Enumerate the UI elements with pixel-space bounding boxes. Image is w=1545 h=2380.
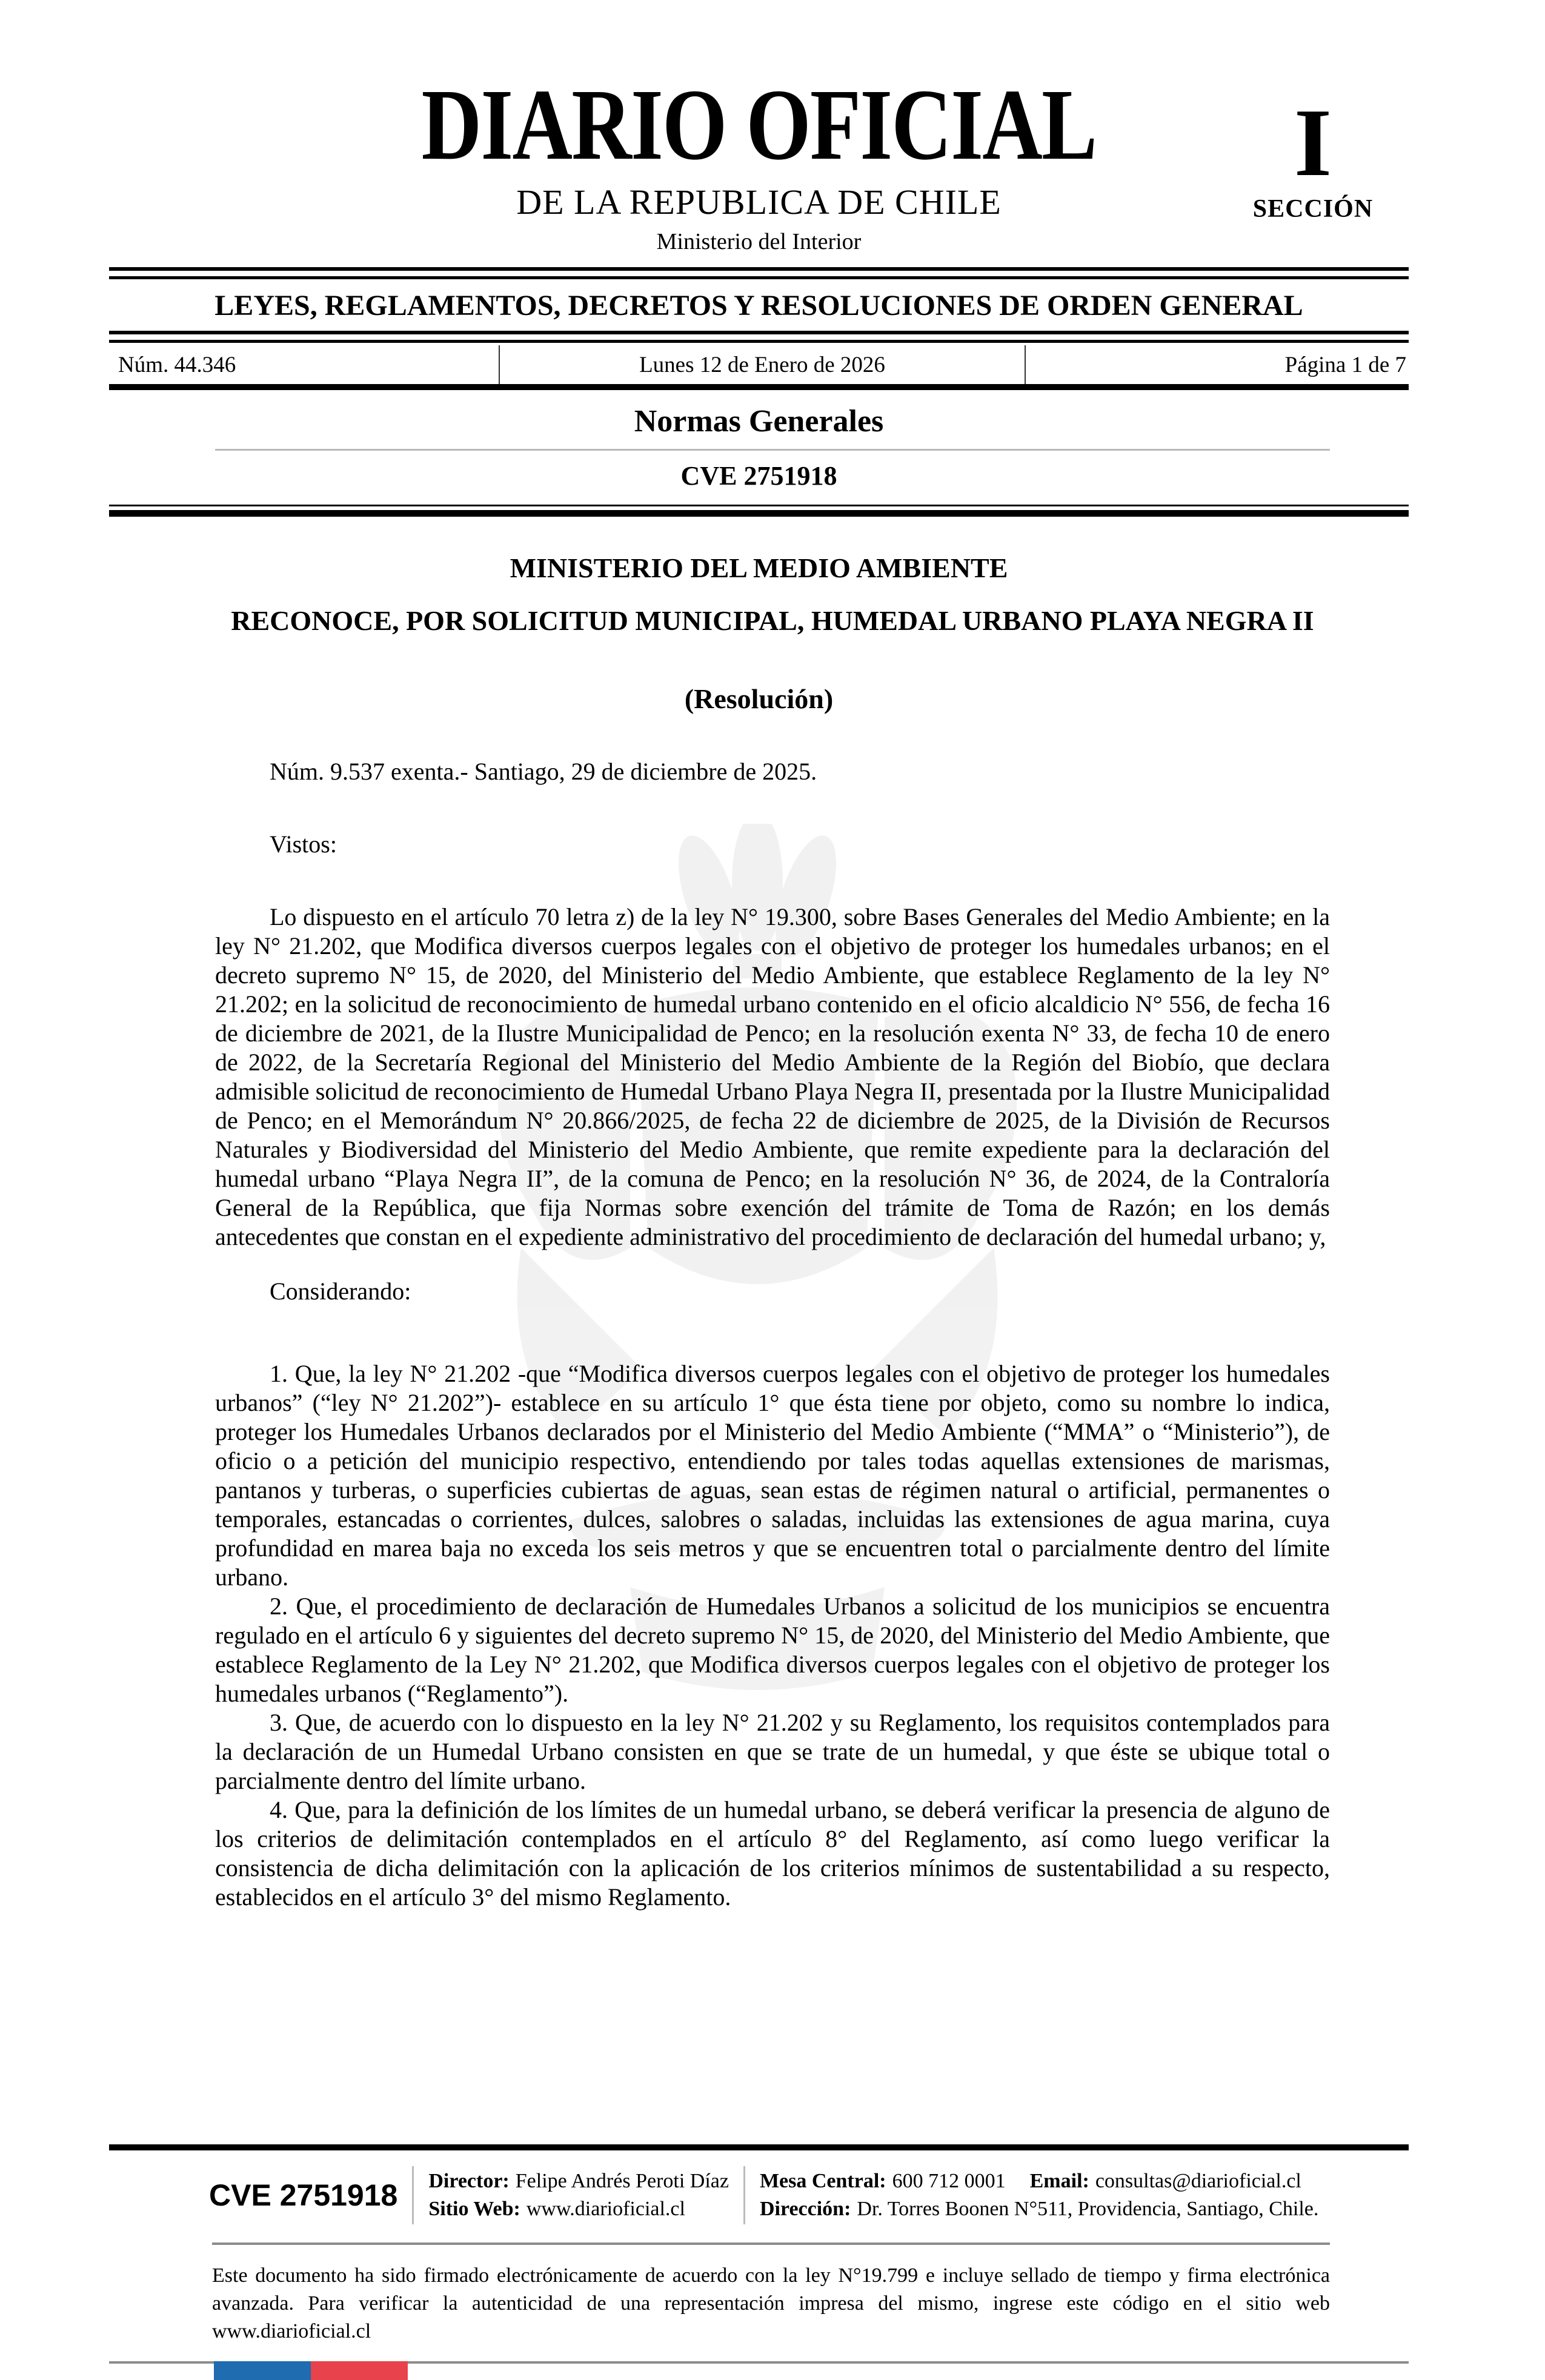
- gazette-ministry: Ministerio del Interior: [656, 229, 862, 255]
- footer-info-table: [209, 2166, 1330, 2224]
- banner-heading: LEYES, REGLAMENTOS, DECRETOS Y RESOLUCIONES DE ORDEN GENERAL: [214, 290, 1303, 322]
- email-address[interactable]: consultas@diarioficial.cl: [1095, 2170, 1301, 2192]
- phone-number: 600 712 0001: [892, 2170, 1006, 2192]
- address-value: Dr. Torres Boonen N°511, Providencia, Santiago, Chile.: [857, 2198, 1319, 2220]
- considerando-label: Considerando:: [270, 1278, 411, 1305]
- footer-top-rule: [109, 2144, 1409, 2150]
- considerando-list: [215, 1359, 1330, 1912]
- issue-date: Lunes 12 de Enero de 2026: [499, 345, 1026, 384]
- director-line: [428, 2167, 729, 2195]
- section-block: [1222, 88, 1404, 224]
- masthead: [109, 0, 1409, 517]
- flag-blue-segment: [214, 2361, 311, 2380]
- double-rule-top: [109, 267, 1409, 279]
- footer-contact-column: [760, 2167, 1318, 2223]
- considerando-item-3: 3. Que, de acuerdo con lo dispuesto en la ley N° 21.202 y su Reglamento, los requisitos contemplados para la declaración de un Humedal Urbano consisten en que se trate de un humedal, y que éste se ubique total o parcialmente dentro del límite urbano.: [215, 1709, 1330, 1795]
- rule-below-issue-row: [109, 384, 1409, 390]
- vistos-paragraph: Lo dispuesto en el artículo 70 letra z) de la ley N° 19.300, sobre Bases Generales del Medio Ambiente; en la ley N° 21.202, que Modifica diversos cuerpos legales con el objetivo de proteger los humedales urbanos; en el decreto supremo N° 15, de 2020, del Ministerio del Medio Ambiente, que establece Reglamento de la ley N° 21.202; en la solicitud de reconocimiento de humedal urbano contenido en el oficio alcaldicio N° 556, de fecha 16 de diciembre de 2021, de la Ilustre Municipalidad de Penco; en la resolución exenta N° 33, de fecha 10 de enero de 2022, de la Secretaría Regional del Ministerio del Medio Ambiente de la Región del Biobío, que declara admisible solicitud de reconocimiento de Humedal Urbano Playa Negra II, presentada por la Ilustre Municipalidad de Penco; en el Memorándum N° 20.866/2025, de fecha 22 de diciembre de 2025, de la División de Recursos Naturales y Biodiversidad del Ministerio del Medio Ambiente, que remite expediente para la declaración del humedal urbano “Playa Negra II”, de la comuna de Penco; en la resolución N° 36, de 2024, de la Contraloría General de la República, que fija Normas sobre exención del trámite de Toma de Razón; en los demás antecedentes que constan en el expediente administrativo del procedimiento de declaración del humedal urbano; y,: [215, 903, 1330, 1251]
- document-title: RECONOCE, POR SOLICITUD MUNICIPAL, HUMEDAL URBANO PLAYA NEGRA II: [231, 605, 1314, 637]
- considerando-item-1: 1. Que, la ley N° 21.202 -que “Modifica diversos cuerpos legales con el objetivo de proteger los humedales urbanos” (“ley N° 21.202”)- establece en su artículo 1° que ésta tiene por objeto, como su nombre lo indica, proteger los Humedales Urbanos declarados por el Ministerio del Medio Ambiente (“MMA” o “Ministerio”), de oficio o a petición del municipio respectivo, entendiendo por tales todas aquellas extensiones de marismas, pantanos y turberas, o superficies cubiertas de aguas, sean estas de régimen natural o artificial, permanentes o temporales, estancadas o corrientes, dulces, salobres o saladas, incluidas las extensiones de agua marina, cuya profundidad en marea baja no exceda los seis metros y que se encuentren total o parcialmente dentro del límite urbano.: [215, 1360, 1330, 1591]
- vistos-label: Vistos:: [270, 830, 337, 858]
- considerando-item-4: 4. Que, para la definición de los límites de un humedal urbano, se deberá verificar la presencia de alguno de los criterios de delimitación contemplados en el artículo 8° del Reglamento, así como luego verificar la consistencia de dicha delimitación con la aplicación de los criterios mínimos de sustentabilidad a su respecto, establecidos en el artículo 3° del mismo Reglamento.: [215, 1796, 1330, 1911]
- issue-number: Núm. 44.346: [118, 352, 236, 377]
- chile-flag-mark: [214, 2361, 408, 2380]
- resolution-document: [109, 551, 1409, 1912]
- footer-director-column: [428, 2167, 729, 2223]
- double-rule-bottom: [109, 331, 1409, 343]
- considerando-item-2: 2. Que, el procedimiento de declaración de Humedales Urbanos a solicitud de los municipios se encuentra regulado en el artículo 6 y siguientes del decreto supremo N° 15, de 2020, del Ministerio del Medio Ambiente, que establece Reglamento de la Ley N° 21.202, que Modifica diversos cuerpos legales con el objetivo de proteger los humedales urbanos (“Reglamento”).: [215, 1593, 1330, 1708]
- legal-notice: Este documento ha sido firmado electrónicamente de acuerdo con la ley N°19.799 e incluye sellado de tiempo y firma electrónica avanzada. Para verificar la autenticidad de una representación impresa del mismo, ingrese este código en el sitio web www.diarioficial.cl: [212, 2264, 1330, 2342]
- document-ministry: MINISTERIO DEL MEDIO AMBIENTE: [510, 552, 1008, 584]
- phone-label: Mesa Central:: [759, 2170, 886, 2192]
- section-number: I: [1294, 88, 1332, 196]
- gazette-title: DIARIO OFICIAL: [421, 68, 1097, 181]
- website-line: [428, 2195, 729, 2223]
- cve-heading: CVE 2751918: [680, 461, 837, 491]
- gazette-subtitle: DE LA REPUBLICA DE CHILE: [516, 182, 1002, 222]
- director-name: Felipe Andrés Peroti Díaz: [515, 2170, 729, 2192]
- issue-info-row: [109, 345, 1409, 384]
- address-line: [760, 2195, 1318, 2223]
- director-label: Director:: [428, 2170, 510, 2192]
- category-divider: [215, 449, 1330, 451]
- address-label: Dirección:: [759, 2198, 851, 2220]
- footer-divider-2: [743, 2166, 745, 2224]
- website-link[interactable]: www.diarioficial.cl: [526, 2198, 685, 2220]
- section-label: SECCIÓN: [1252, 195, 1374, 223]
- footer-divider-1: [412, 2166, 414, 2224]
- category-heading: Normas Generales: [634, 404, 884, 439]
- resolution-number-line: Núm. 9.537 exenta.- Santiago, 29 de diciembre de 2025.: [270, 758, 817, 786]
- document-type: (Resolución): [684, 683, 834, 715]
- phone-email-line: [760, 2167, 1318, 2195]
- website-label: Sitio Web:: [428, 2198, 520, 2220]
- footer-cve: CVE 2751918: [209, 2178, 398, 2212]
- email-label: Email:: [1029, 2170, 1089, 2192]
- page-footer: [109, 2144, 1409, 2380]
- thin-thick-rule: [109, 505, 1409, 517]
- page-indicator: Página 1 de 7: [1284, 352, 1407, 377]
- footer-divider-rule: [212, 2242, 1330, 2245]
- flag-red-segment: [311, 2361, 408, 2380]
